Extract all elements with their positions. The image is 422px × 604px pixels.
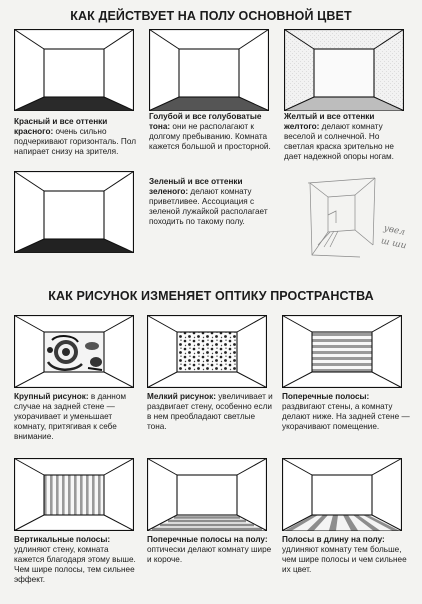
room-red-floor: [14, 29, 134, 111]
room-blue-floor: [149, 29, 269, 111]
caption-vertical-stripes: Вертикальные полосы: удлиняют стену, комната кажется благодаря этому выше. Чем шире полосы, тем сильнее эффект.: [14, 535, 136, 585]
room-horizontal-stripes: [282, 315, 402, 388]
room-yellow-floor: [284, 29, 404, 111]
section-2-title: КАК РИСУНОК ИЗМЕНЯЕТ ОПТИКУ ПРОСТРАНСТВА: [48, 289, 374, 303]
caption-green: Зеленый и все оттенки зеленого: делают комнату приветливее. Ассоциация с зеленой лужайкой располагает походить по такому полу.: [149, 177, 268, 227]
caption-floor-lengthwise: Полосы в длину на полу: удлиняют комнату тем больше, чем шире полосы и чем сильнее их цвет.: [282, 535, 407, 575]
room-small-pattern: [147, 315, 267, 388]
room-large-pattern: [14, 315, 134, 388]
caption-blue: Голубой и все голубоватые тона: они не располагают к долгому пребыванию. Комната кажется большой и просторной.: [149, 112, 271, 152]
room-vertical-stripes: [14, 458, 134, 531]
caption-horizontal-stripes: Поперечные полосы: раздвигают стены, а комнату делают ниже. На задней стене — укорачивают помещение.: [282, 392, 410, 432]
pencil-sketch: [300, 175, 420, 275]
section-1-title: КАК ДЕЙСТВУЕТ НА ПОЛУ ОСНОВНОЙ ЦВЕТ: [70, 9, 352, 23]
handwritten-note: увел ш ши: [379, 223, 408, 252]
room-floor-transverse-stripes: [147, 458, 267, 531]
caption-yellow: Желтый и все оттенки желтого: делают комнату веселой и солнечной. Но светлая краска зрительно не дает надежной опоры ногам.: [284, 112, 394, 162]
caption-floor-transverse: Поперечные полосы на полу: оптически делают комнату шире и короче.: [147, 535, 272, 565]
room-floor-lengthwise-stripes: [282, 458, 402, 531]
caption-red: Красный и все оттенки красного: очень сильно подчеркивают горизонталь. Пол напирает снизу на зрителя.: [14, 117, 136, 157]
caption-large-pattern: Крупный рисунок: в данном случае на задней стене — укорачивает и уменьшает комнату, притягивая к себе внимание.: [14, 392, 127, 442]
room-green-floor: [14, 171, 134, 253]
caption-small-pattern: Мелкий рисунок: увеличивает и раздвигает стену, особенно если в нем преобладают светлые тона.: [147, 392, 273, 432]
